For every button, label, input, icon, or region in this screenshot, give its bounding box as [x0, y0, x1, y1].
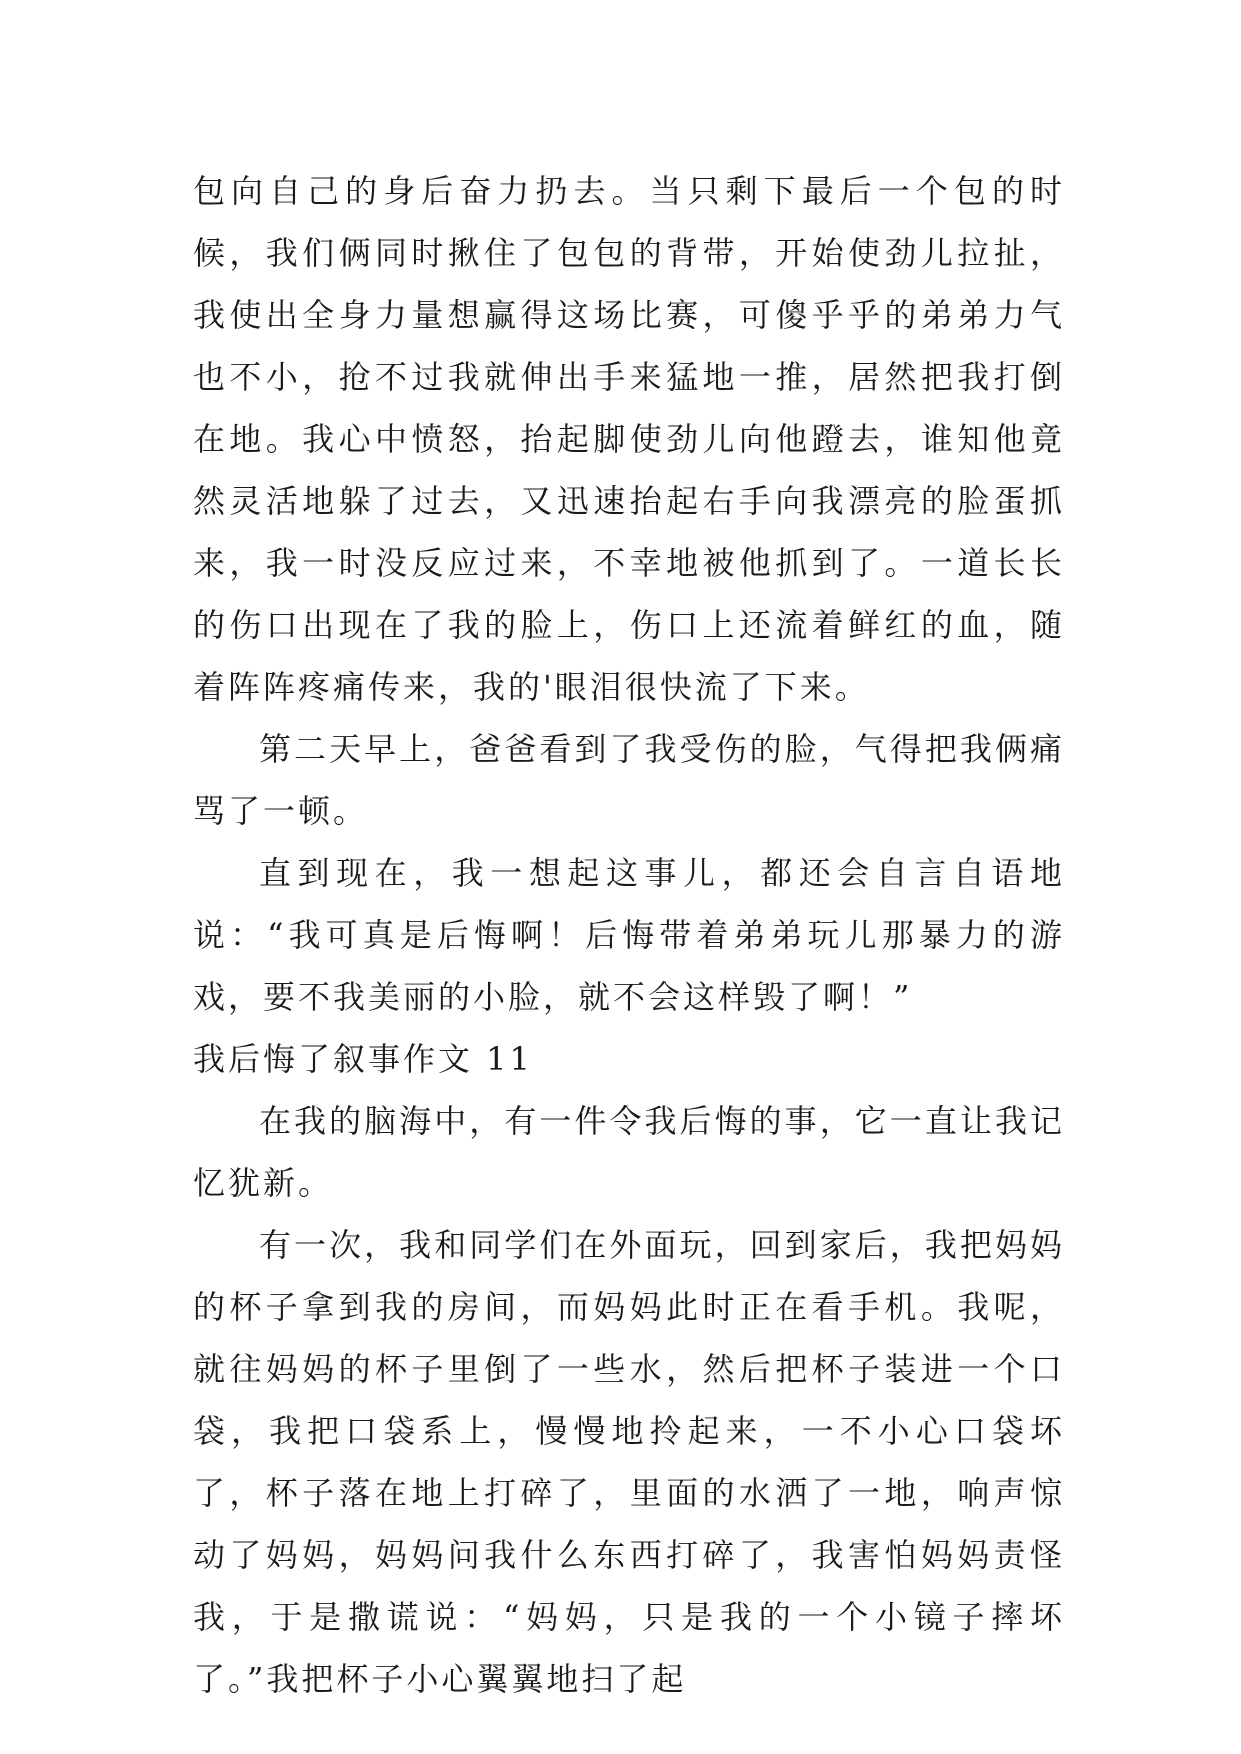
paragraph: 包向自己的身后奋力扔去。当只剩下最后一个包的时候，我们俩同时揪住了包包的背带，开始使劲儿拉扯，我使出全身力量想赢得这场比赛，可傻乎乎的弟弟力气也不小，抢不过我就伸出手来猛地一推，居然把我打倒在地。我心中愤怒，抬起脚使劲儿向他蹬去，谁知他竟然灵活地躲了过去，又迅速抬起右手向我漂亮的脸蛋抓来，我一时没反应过来，不幸地被他抓到了。一道长长的伤口出现在了我的脸上，伤口上还流着鲜红的血，随着阵阵疼痛传来，我的'眼泪很快流了下来。 [193, 172, 1065, 706]
section-heading: 我后悔了叙事作文 11 [193, 1040, 533, 1078]
document-body [193, 160, 1065, 1710]
paragraph: 直到现在，我一想起这事儿，都还会自言自语地说：“我可真是后悔啊！后悔带着弟弟玩儿那暴力的游戏，要不我美丽的小脸，就不会这样毁了啊！” [193, 854, 1065, 1016]
paragraph: 第二天早上，爸爸看到了我受伤的脸，气得把我俩痛骂了一顿。 [193, 730, 1065, 830]
paragraph: 有一次，我和同学们在外面玩，回到家后，我把妈妈的杯子拿到我的房间，而妈妈此时正在看手机。我呢，就往妈妈的杯子里倒了一些水，然后把杯子装进一个口袋，我把口袋系上，慢慢地拎起来，一不小心口袋坏了，杯子落在地上打碎了，里面的水洒了一地，响声惊动了妈妈，妈妈问我什么东西打碎了，我害怕妈妈责怪我，于是撒谎说：“妈妈，只是我的一个小镜子摔坏了。”我把杯子小心翼翼地扫了起 [193, 1226, 1065, 1698]
paragraph: 在我的脑海中，有一件令我后悔的事，它一直让我记忆犹新。 [193, 1102, 1065, 1202]
